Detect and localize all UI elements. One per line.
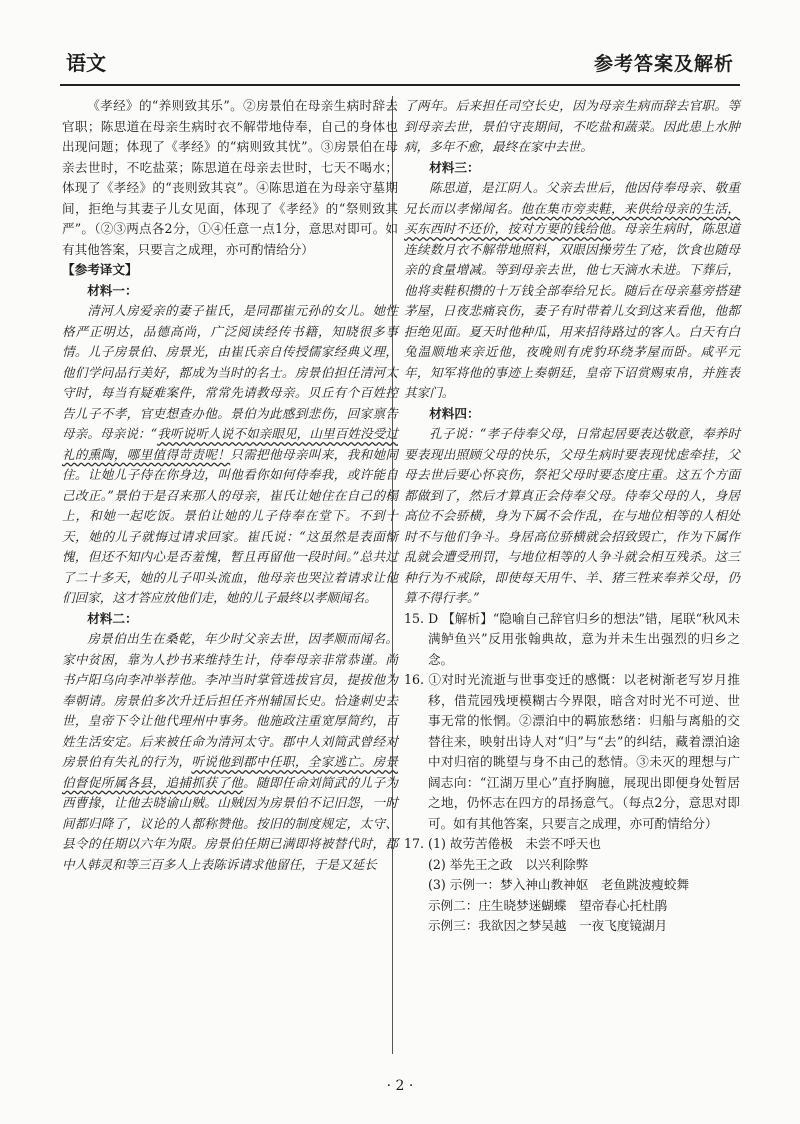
material-three-label: 材料三：	[429, 159, 480, 175]
material-two-end: 了两年。后来担任司空长史，因为母亲生病而辞去官职。等到母亲去世，景伯守丧期间，不吃盐和蔬菜。因此患上水肿病，多年不愈，最终在家中去世。	[404, 98, 740, 154]
material-one-text	[62, 301, 398, 609]
answer-17-line1: 17. (1) 故劳苦倦极 未尝不呼天也	[404, 836, 601, 851]
material-three-wavy: 他在集市旁卖鞋，来供给母亲的生活，买东西时不还价，按对方要的钱给他	[404, 200, 741, 236]
subject-label: 语文	[66, 51, 106, 75]
material-three-part1: 陈思道，是江阴人。父亲去世后，他因侍奉母亲、敬重兄长而以孝悌闻名。	[404, 180, 740, 216]
reference-translation-title: 【参考译文】	[62, 262, 138, 277]
material-one-part1: 清河人房爱亲的妻子崔氏，是同郡崔元孙的女儿。她性格严正明达，品德高尚，广泛阅读经传书籍，知晓很多事情。儿子房景伯、房景光，由崔氏亲自传授儒家经典义理，他们学问品行美好，都成为当时的名士。房景伯担任清河太守时，每当有疑难案件，常常先请教母亲。贝丘有个百姓控告儿子不孝，官吏想查办他。景伯为此感到悲伤，回家禀告母亲。母亲说：“	[62, 303, 398, 441]
answer-17-line5: 示例三：我欲因之梦吴越 一夜飞度镜湖月	[427, 918, 668, 933]
material-one-wavy: 我听说听人说不如亲眼见，山里百姓没受过礼的熏陶，哪里值得苛责呢！	[62, 426, 398, 462]
material-three-text	[404, 178, 740, 404]
page-number: · 2 ·	[386, 1078, 414, 1094]
material-two-part2: 。随即任命刘简武的儿子为西曹掾，让他去晓谕山贼。山贼因为房景伯不记旧怨，一时间都归降了，议论的人都称赞他。按旧的制度规定，太守、县令的任期以六年为限。房景伯任期已满即将被替代时，郡中人韩灵和等三百多人上表陈诉请求他留任，于是又延长	[62, 774, 399, 872]
material-two-wavy: 听说他到郡中任职，全家逃亡。房景伯督促所属各县，追捕抓获了他	[62, 754, 399, 790]
left-column	[62, 96, 398, 875]
answer-15: 15. D 【解析】“隐喻自己辞官归乡的想法”错，尾联“秋风未满鲈鱼兴”反用张翰典故，意为并未生出强烈的归乡之念。	[404, 610, 740, 667]
material-two-part1: 房景伯出生在桑乾，年少时父亲去世，因孝顺而闻名。家中贫困，靠为人抄书来维持生计，侍奉母亲非常恭谨。尚书卢阳乌向李冲举荐他。李冲当时掌管选拔官员，提拔他为奉朝请。房景伯多次升迁后担任齐州辅国长史。恰逢刺史去世，皇帝下令让他代理州中事务。他施政注重宽厚简约，百姓生活安定。后来被任命为清河太守。郡中人刘简武曾经对房景伯有失礼的行为，	[62, 631, 398, 769]
section-title: 参考答案及解析	[593, 53, 734, 75]
page-header	[60, 44, 740, 86]
answer-17-line3: (3) 示例一：梦入神山教神妪 老鱼跳波瘦蛟舞	[427, 877, 690, 892]
answer-17-line2: (2) 举先王之政 以兴利除弊	[427, 856, 589, 872]
material-two-text	[62, 629, 398, 875]
material-one-label: 材料一：	[87, 282, 138, 298]
material-four-text: 孔子说：“孝子侍奉父母，日常起居要表达敬意，奉养时要表现出照顾父母的快乐，父母生病时要表现忧虑牵挂，父母去世后要心怀哀伤，祭祀父母时要态度庄重。这五个方面都做到了，然后才算真正会侍奉父母。侍奉父母的人，身居高位不会骄横，身为下属不会作乱，在与地位相等的人相处时不与他们争斗。身居高位骄横就会招致毁亡，作为下属作乱就会遭受刑罚，与地位相等的人争斗就会相互残杀。这三种行为不戒除，即使每天用牛、羊、猪三牲来奉养父母，仍算不得行孝。”	[404, 426, 740, 605]
material-four-label: 材料四：	[429, 405, 480, 421]
material-one-part2: 只需把他母亲叫来，我和她同住。让她儿子侍在你身边，叫他看你如何侍奉我，或许能自己改正。”景伯于是召来那人的母亲，崔氏让她住在自己的榻上，和她一起吃饭。景伯让她的儿子侍奉在堂下。不到十天，她的儿子就悔过请求回家。崔氏说：“这虽然是表面惭愧，但还不知内心是否羞愧，暂且再留他一段时间。”总共过了二十多天，她的儿子叩头流血，他母亲也哭泣着请求让他们回家，这才答应放他们走，她的儿子最终以孝顺闻名。	[62, 446, 399, 605]
material-two-label: 材料二：	[87, 610, 138, 626]
right-column	[404, 96, 740, 937]
answer-17-line4: 示例二：庄生晓梦迷蝴蝶 望帝春心托杜鹃	[427, 897, 668, 913]
answer-continuation: 《孝经》的“养则致其乐”。②房景伯在母亲生病时辞去官职；陈思道在母亲生病时衣不解带地侍奉，自己的身体也出现问题；体现了《孝经》的“病则致其忧”。③房景伯在母亲去世时，不吃盐菜；陈思道在母亲去世时，七天不喝水；体现了《孝经》的“丧则致其哀”。④陈思道在为母亲守墓期间，拒绝与其妻子儿女见面，体现了《孝经》的“祭则致其严”。（②③两点各2分，①④任意一点1分，意思对即可。如有其他答案，只要言之成理，亦可酌情给分）	[62, 98, 398, 257]
answer-16: 16. ①对时光流逝与世事变迁的感慨：以老树渐老写岁月推移，借荒园残埂模糊古今界限，暗含对时光不可逆、世事无常的怅惘。②漂泊中的羁旅愁绪：归船与离船的交替往来，映射出诗人对“归”与“去”的纠结，藏着漂泊途中对归宿的眺望与身不由己的愁情。③未灭的理想与广阔志向：“江湖万里心”直抒胸臆，展现出即便身处暂居之地，仍怀志在四方的昂扬意气。（每点2分，意思对即可。如有其他答案，只要言之成理，亦可酌情给分）	[404, 672, 740, 831]
material-three-part2: 。母亲生病时，陈思道连续数月衣不解带地照料，双眼因操劳生了疮，饮食也随母亲的食量增减。等到母亲去世，他七天滴水未进。下葬后，他将卖鞋积攒的十万钱全部奉给兄长。随后在母亲墓旁搭建茅屋，日夜悲痛哀伤，妻子有时带着儿女到这来看他，他都拒绝见面。夏天时他种瓜，用来招待路过的客人。白天有白兔温顺地来亲近他，夜晚则有虎豹环绕茅屋而卧。咸平元年，知军将他的事迹上奏朝廷，皇帝下诏赏赐束帛，并旌表其家门。	[404, 221, 741, 400]
